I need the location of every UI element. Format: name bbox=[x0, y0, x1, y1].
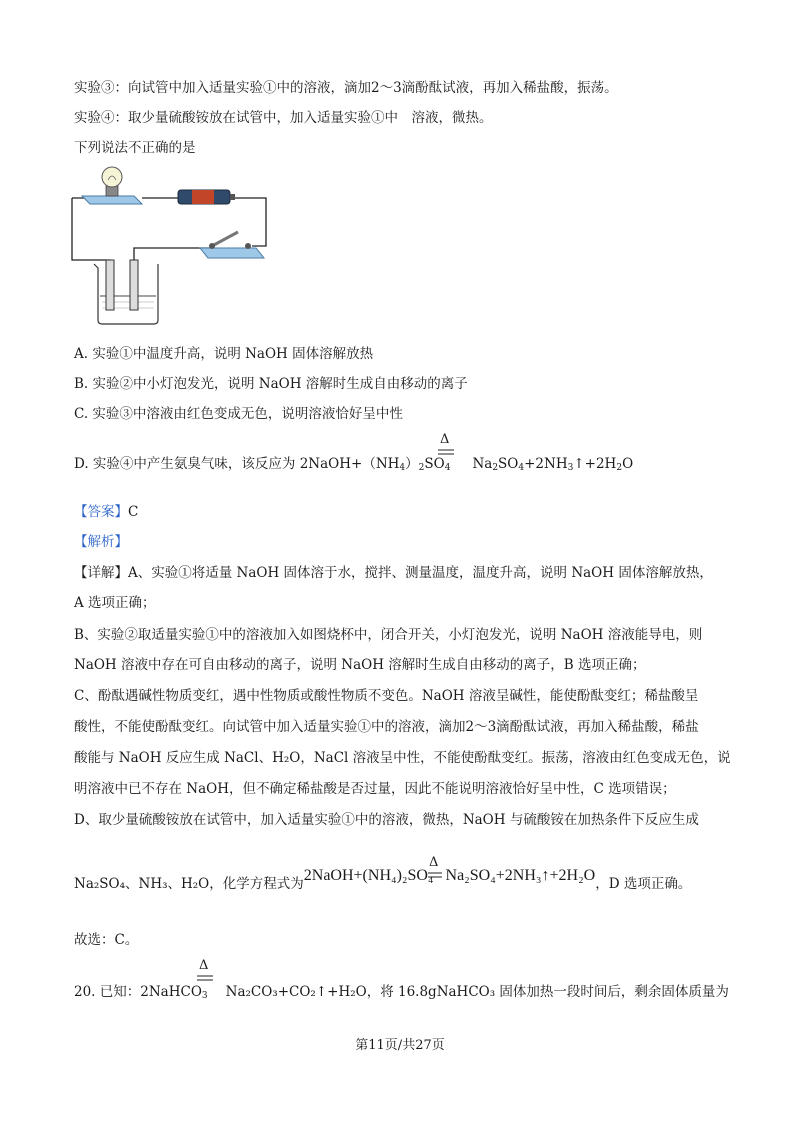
option-d-text: D. 实验④中产生氨臭气味，该反应为 2NaOH+（NH bbox=[74, 456, 400, 472]
option-d-delta: Δ bbox=[440, 432, 450, 447]
analysis-tag: 【解析】 bbox=[74, 534, 128, 550]
option-d: D. 实验④中产生氨臭气味，该反应为 $2NaOH+(NH_4)_2SO_4$ $Na_2SO_4+2NH_3↑+2H_2O$ bbox=[74, 456, 634, 473]
answer-tag: 【答案】 bbox=[74, 504, 128, 520]
lightbulb-icon bbox=[102, 167, 122, 196]
switch-icon bbox=[209, 232, 251, 249]
detail-line-1: 【详解】A、实验①将适量 NaOH 固体溶于水，搅拌、测量温度，温度升高，说明 NaOH 固体溶解放热， bbox=[74, 565, 713, 581]
circuit-wire-top bbox=[72, 198, 110, 290]
beaker-icon bbox=[94, 264, 158, 324]
equation-left: 2NaOH+(NH₄)₂SO₄ bbox=[303, 867, 434, 884]
electrode-right bbox=[130, 260, 138, 310]
electrode-left bbox=[106, 260, 114, 310]
detail-line-10: Na₂SO₄、NH₃、H₂O，化学方程式为2NaOH+(NH₄)₂SO₄ Na₂SO₄+2NH₃↑+2H₂O，D 选项正确。 bbox=[74, 867, 692, 892]
detail-line-9: D、取少量硫酸铵放在试管中，加入适量实验①中的溶液，微热，NaOH 与硫酸铵在加热条件下反应生成 bbox=[74, 812, 699, 828]
detail-line-2: A 选项正确； bbox=[74, 595, 156, 611]
conclusion-line: 故选：C。 bbox=[74, 932, 139, 948]
answer-value: C bbox=[128, 504, 139, 520]
battery-icon bbox=[178, 190, 235, 204]
detail-line-6: 酸性，不能使酚酞变红。向试管中加入适量实验①中的溶液，滴加2～3滴酚酞试液，再加入稀盐酸，稀盐 bbox=[74, 719, 699, 735]
detail-line-8: 明溶液中已不存在 NaOH，但不确定稀盐酸是否过量，因此不能说明溶液恰好呈中性，C 选项错误； bbox=[74, 781, 676, 797]
option-b: B. 实验②中小灯泡发光，说明 NaOH 溶解时生成自由移动的离子 bbox=[74, 376, 468, 392]
equation-right: Na₂SO₄+2NH₃↑+2H₂O bbox=[445, 867, 596, 884]
detail-line-4: NaOH 溶液中存在可自由移动的离子，说明 NaOH 溶解时生成自由移动的离子，B 选项正确； bbox=[74, 657, 646, 673]
circuit-wire-switch-electrode bbox=[134, 248, 212, 290]
answer-line bbox=[74, 500, 138, 520]
detail-line-5: C、酚酞遇碱性物质变红，遇中性物质或酸性物质不变色。NaOH 溶液呈碱性，能使酚酞变红；稀盐酸呈 bbox=[74, 688, 699, 704]
detail-line-3: B、实验②取适量实验①中的溶液加入如图烧杯中，闭合开关，小灯泡发光，说明 NaOH 溶液能导电，则 bbox=[74, 627, 703, 643]
switch-base bbox=[200, 248, 264, 258]
exp3-line: 实验③：向试管中加入适量实验①中的溶液，滴加2～3滴酚酞试液，再加入稀盐酸，振荡。 bbox=[74, 80, 618, 96]
circuit-wire-battery-right bbox=[234, 198, 266, 246]
page-footer: 第11页/共27页 bbox=[355, 1038, 445, 1053]
question-20: 20. 已知：2NaHCO$_3$ Na₂CO₃+CO₂↑+H₂O，将 16.8gNaHCO₃ 固体加热一段时间后，剩余固体质量为 bbox=[74, 984, 729, 1001]
detail-line-7: 酸能与 NaOH 反应生成 NaCl、H₂O，NaCl 溶液呈中性，不能使酚酞变红。振荡，溶液由红色变成无色，说 bbox=[74, 750, 731, 766]
equation-delta: Δ bbox=[429, 855, 439, 870]
q20-delta: Δ bbox=[199, 958, 209, 973]
exp4-line: 实验④：取少量硫酸铵放在试管中，加入适量实验①中 溶液，微热。 bbox=[74, 110, 493, 126]
option-c: C. 实验③中溶液由红色变成无色，说明溶液恰好呈中性 bbox=[74, 406, 403, 422]
detail-tag: 【详解】 bbox=[74, 565, 128, 581]
option-a: A. 实验①中温度升高，说明 NaOH 固体溶解放热 bbox=[74, 346, 374, 362]
lamp-base bbox=[82, 196, 142, 204]
question-line: 下列说法不正确的是 bbox=[74, 140, 196, 156]
circuit-diagram bbox=[62, 160, 282, 330]
